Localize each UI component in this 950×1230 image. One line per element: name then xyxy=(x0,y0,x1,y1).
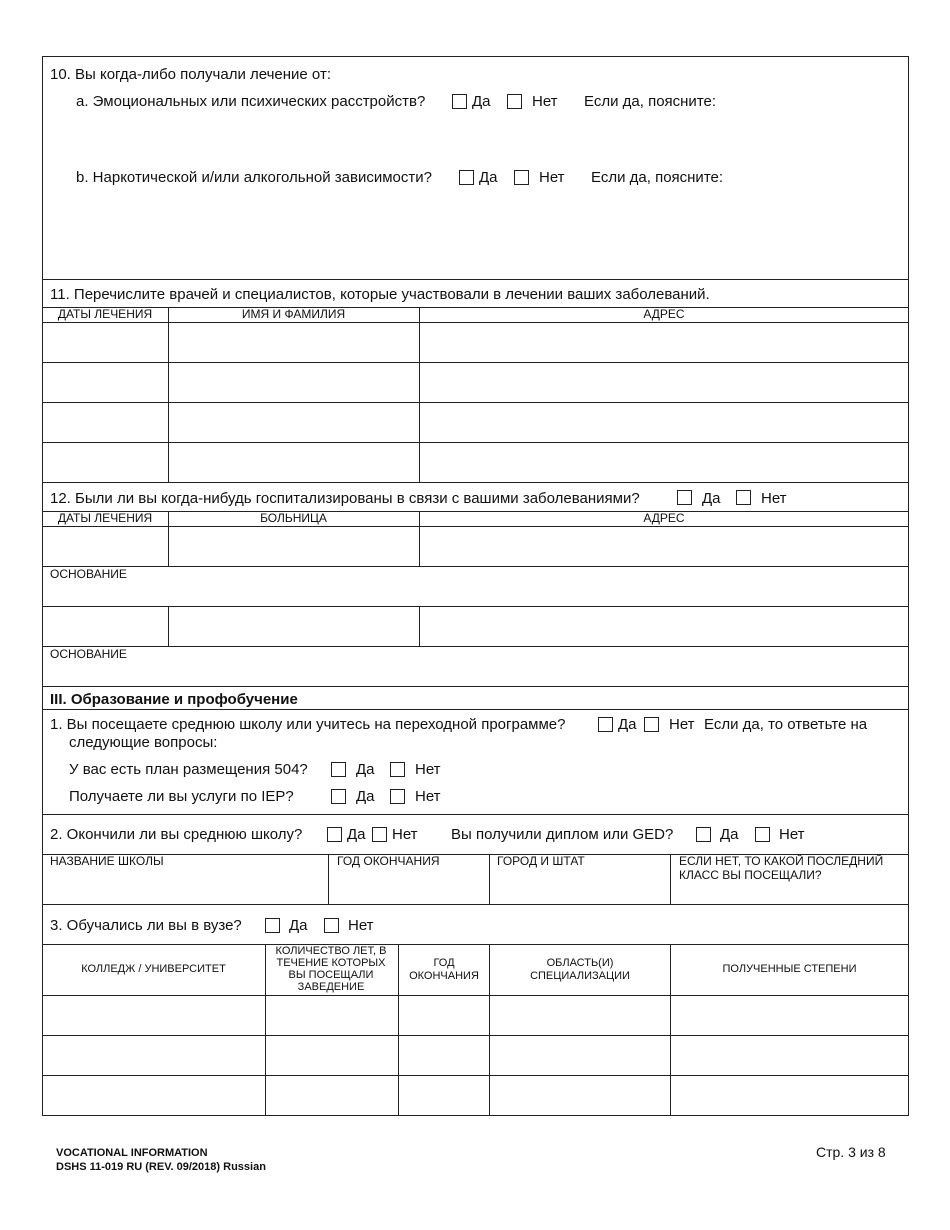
s3q1-text: 1. Вы посещаете среднюю школу или учитесь на переходной программе? xyxy=(50,716,566,733)
q10a-no-label: Нет xyxy=(532,93,558,110)
s3q1-line2: следующие вопросы: xyxy=(69,734,218,751)
s3q2-city-field[interactable] xyxy=(490,870,670,904)
s3q1-no-checkbox[interactable] xyxy=(644,717,659,732)
s3q1-504-yes-checkbox[interactable] xyxy=(331,762,346,777)
q11-header-address: АДРЕС xyxy=(643,307,685,321)
s3q2-header-school: НАЗВАНИЕ ШКОЛЫ xyxy=(50,854,164,868)
s3q3-table-row[interactable] xyxy=(42,1036,909,1075)
s3q2-yes-label: Да xyxy=(347,826,366,843)
s3q3-yes-label: Да xyxy=(289,917,308,934)
s3q1-iep-no-checkbox[interactable] xyxy=(390,789,405,804)
divider xyxy=(42,646,909,647)
divider xyxy=(42,814,909,815)
s3q2-school-field[interactable] xyxy=(42,870,328,904)
s3q2-year-field[interactable] xyxy=(329,870,489,904)
q12-table-row[interactable] xyxy=(42,527,909,566)
s3q2-diploma-question: Вы получили диплом или GED? xyxy=(451,826,674,843)
q12-header-dates: ДАТЫ ЛЕЧЕНИЯ xyxy=(57,511,153,525)
section3-title: III. Образование и профобучение xyxy=(50,691,298,708)
q12-title: 12. Были ли вы когда-нибудь госпитализированы в связи с вашими заболеваниями? xyxy=(50,490,640,507)
s3q2-last-grade-field[interactable] xyxy=(671,884,909,904)
q11-table-row[interactable] xyxy=(42,323,909,362)
s3q2-diploma-no-label: Нет xyxy=(779,826,805,843)
s3q3-no-label: Нет xyxy=(348,917,374,934)
s3q1-iep-yes-checkbox[interactable] xyxy=(331,789,346,804)
footer-page-number: Стр. 3 из 8 xyxy=(816,1144,886,1160)
s3q2-header-city: ГОРОД И ШТАТ xyxy=(497,854,585,868)
q11-title: 11. Перечислите врачей и специалистов, которые участвовали в лечении ваших заболеваний. xyxy=(50,286,710,303)
divider xyxy=(42,566,909,567)
q10b-text: b. Наркотической и/или алкогольной зависимости? xyxy=(76,169,432,186)
q12-header-address: АДРЕС xyxy=(643,511,685,525)
s3q3-text: 3. Обучались ли вы в вузе? xyxy=(50,917,242,934)
q10b-no-checkbox[interactable] xyxy=(514,170,529,185)
q10b-no-label: Нет xyxy=(539,169,565,186)
divider xyxy=(42,482,909,483)
s3q1-tail: Если да, то ответьте на xyxy=(704,716,868,733)
s3q2-yes-checkbox[interactable] xyxy=(327,827,342,842)
q11-table-row[interactable] xyxy=(42,363,909,402)
s3q1-504-no-label: Нет xyxy=(415,761,441,778)
s3q3-header-years: КОЛИЧЕСТВО ЛЕТ, В ТЕЧЕНИЕ КОТОРЫХ ВЫ ПОСЕЩАЛИ ЗАВЕДЕНИЕ xyxy=(275,945,387,994)
s3q1-iep-yes-label: Да xyxy=(356,788,375,805)
footer-form-id: DSHS 11-019 RU (REV. 09/2018) Russian xyxy=(56,1161,266,1173)
q12-header-hospital: БОЛЬНИЦА xyxy=(260,511,327,525)
s3q1-504-yes-label: Да xyxy=(356,761,375,778)
q10a-yes-checkbox[interactable] xyxy=(452,94,467,109)
divider xyxy=(42,709,909,710)
divider xyxy=(42,279,909,280)
footer-form-name: VOCATIONAL INFORMATION xyxy=(56,1147,208,1159)
q12-no-checkbox[interactable] xyxy=(736,490,751,505)
q12-yes-checkbox[interactable] xyxy=(677,490,692,505)
s3q3-table-row[interactable] xyxy=(42,1076,909,1115)
q10-title: 10. Вы когда-либо получали лечение от: xyxy=(50,66,331,83)
q10b-yes-label: Да xyxy=(479,169,498,186)
s3q2-no-checkbox[interactable] xyxy=(372,827,387,842)
s3q3-header-degrees: ПОЛУЧЕННЫЕ СТЕПЕНИ xyxy=(722,963,857,975)
s3q1-iep-question: Получаете ли вы услуги по IEP? xyxy=(69,788,294,805)
s3q2-diploma-yes-checkbox[interactable] xyxy=(696,827,711,842)
q12-reason-label: ОСНОВАНИЕ xyxy=(50,567,127,581)
q12-yes-label: Да xyxy=(702,490,721,507)
s3q1-yes-checkbox[interactable] xyxy=(598,717,613,732)
q10a-text: a. Эмоциональных или психических расстройств? xyxy=(76,93,426,110)
q12-no-label: Нет xyxy=(761,490,787,507)
divider xyxy=(42,944,909,945)
s3q3-no-checkbox[interactable] xyxy=(324,918,339,933)
s3q2-header-last-grade: ЕСЛИ НЕТ, ТО КАКОЙ ПОСЛЕДНИЙ КЛАСС ВЫ ПОСЕЩАЛИ? xyxy=(679,854,884,882)
s3q3-header-field: ОБЛАСТЬ(И) СПЕЦИАЛИЗАЦИИ xyxy=(530,957,630,982)
divider xyxy=(42,686,909,687)
s3q3-yes-checkbox[interactable] xyxy=(265,918,280,933)
s3q2-header-year: ГОД ОКОНЧАНИЯ xyxy=(337,854,440,868)
s3q2-text: 2. Окончили ли вы среднюю школу? xyxy=(50,826,303,843)
q12-reason-label: ОСНОВАНИЕ xyxy=(50,647,127,661)
s3q3-table-row[interactable] xyxy=(42,996,909,1035)
q10b-explain-field[interactable] xyxy=(591,188,904,273)
q10a-yes-label: Да xyxy=(472,93,491,110)
q10a-no-checkbox[interactable] xyxy=(507,94,522,109)
q12-reason-field[interactable] xyxy=(42,580,909,606)
divider xyxy=(42,904,909,905)
q11-table-row[interactable] xyxy=(42,443,909,482)
q10a-explain-label: Если да, поясните: xyxy=(584,93,717,110)
q12-reason-field[interactable] xyxy=(42,660,909,686)
q11-header-dates: ДАТЫ ЛЕЧЕНИЯ xyxy=(57,307,153,321)
s3q1-yes-label: Да xyxy=(618,716,637,733)
s3q1-no-label: Нет xyxy=(669,716,695,733)
s3q1-iep-no-label: Нет xyxy=(415,788,441,805)
s3q1-504-question: У вас есть план размещения 504? xyxy=(69,761,308,778)
q12-table-row[interactable] xyxy=(42,607,909,646)
q10b-yes-checkbox[interactable] xyxy=(459,170,474,185)
s3q2-no-label: Нет xyxy=(392,826,418,843)
s3q2-diploma-no-checkbox[interactable] xyxy=(755,827,770,842)
q11-table-row[interactable] xyxy=(42,403,909,442)
q11-header-name: ИМЯ И ФАМИЛИЯ xyxy=(241,307,346,321)
q10a-explain-field[interactable] xyxy=(584,112,904,164)
s3q1-504-no-checkbox[interactable] xyxy=(390,762,405,777)
q10b-explain-label: Если да, поясните: xyxy=(591,169,724,186)
s3q2-diploma-yes-label: Да xyxy=(720,826,739,843)
s3q3-header-college: КОЛЛЕДЖ / УНИВЕРСИТЕТ xyxy=(81,963,226,975)
s3q3-header-grad-year: ГОД ОКОНЧАНИЯ xyxy=(409,957,479,982)
